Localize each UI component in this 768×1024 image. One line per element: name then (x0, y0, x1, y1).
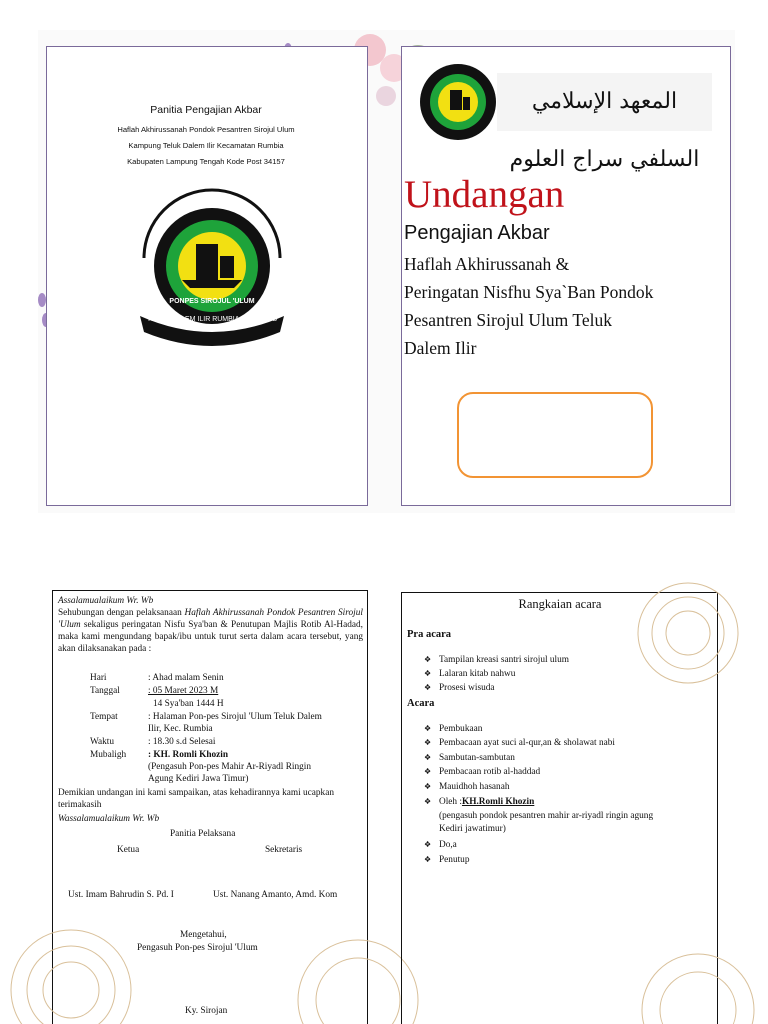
arabic-school-name: المعهد الإسلامي السلفي سراج العلوم (497, 73, 712, 131)
item-text: Lalaran kitab nahwu (439, 669, 516, 679)
detail-label: Mubaligh (90, 750, 127, 760)
closing-text: Demikian undangan ini kami sampaikan, atas kehadirannya kami ucapkan terimakasih (58, 788, 334, 810)
pesantren-logo (134, 188, 290, 348)
pre-event-label: Pra acara (407, 629, 452, 640)
main-event-item (424, 766, 540, 778)
diamond-bullet-icon: ❖ (424, 669, 432, 678)
main-event-item (424, 752, 515, 764)
item-text: Prosesi wisuda (439, 683, 495, 693)
item-text: Pembukaan (439, 724, 483, 734)
diamond-bullet-icon: ❖ (424, 767, 432, 776)
detail-value: : KH. Romli Khozin (148, 750, 229, 760)
committee-title: Panitia Pengajian Akbar (150, 104, 262, 116)
intro-paragraph (58, 607, 363, 655)
main-event-item (424, 839, 457, 851)
letter-body (58, 595, 363, 655)
detail-label: Hari (90, 673, 107, 683)
event-name (404, 250, 722, 358)
item-text: Tampilan kreasi santri sirojul ulum (439, 655, 569, 665)
diamond-bullet-icon: ❖ (424, 797, 432, 806)
pre-event-item (424, 654, 569, 666)
item-text: Pembacaan ayat suci al-qur,an & sholawat nabi (439, 738, 615, 748)
diamond-bullet-icon: ❖ (424, 683, 432, 692)
event-line: Peringatan Nisfhu Sya`Ban Pondok (404, 282, 654, 302)
invitation-title: Undangan (404, 173, 565, 216)
main-event-item (424, 723, 482, 735)
acknowledged-by: Pengasuh Pon-pes Sirojul 'Ulum (137, 943, 258, 953)
diamond-bullet-icon: ❖ (424, 738, 432, 747)
secretary-name: Ust. Nanang Amanto, Amd. Kom (213, 890, 338, 900)
item-text: Penutup (439, 855, 470, 865)
greeting: Assalamualaikum Wr. Wb (58, 596, 154, 606)
detail-label: Tempat (90, 712, 118, 722)
logo-emblem-small (418, 62, 498, 142)
logo-ribbon-text: TELUK DALEM ILIR RUMBIA LAM-TENG (146, 316, 278, 323)
event-line: Haflah Akhirussanah & (404, 254, 570, 274)
sign-off: Wassalamualaikum Wr. Wb (58, 814, 160, 824)
mandala-ornament-program-bottom (598, 920, 718, 1024)
committee-line: Kampung Teluk Dalem Ilir Kecamatan Rumbia (128, 141, 284, 150)
detail-value: 14 Sya'ban 1444 H (153, 699, 224, 709)
detail-value: : Halaman Pon-pes Sirojul 'Ulum Teluk Dalem (148, 712, 322, 722)
pre-event-item (424, 682, 495, 694)
committee-line: Kabupaten Lampung Tengah Kode Post 34157 (127, 157, 285, 166)
event-line: Dalem Ilir (404, 338, 477, 358)
intro-event: Haflah Akhirussanah Pondok Pesantren Sirojul 'Ulum (58, 608, 363, 631)
item-text: Mauidhoh hasanah (439, 782, 510, 792)
invitation-subtitle: Pengajian Akbar (404, 222, 550, 244)
role-chair: Ketua (117, 845, 140, 855)
mandala-ornament-letter-right (248, 880, 368, 1024)
main-event-label: Acara (407, 698, 435, 709)
committee-header (86, 104, 326, 170)
item-text: Do,a (439, 840, 457, 850)
main-event-item (424, 854, 469, 866)
diamond-bullet-icon: ❖ (424, 840, 432, 849)
main-event-item (424, 737, 615, 749)
intro-text: Sehubungan dengan pelaksanaan (58, 608, 185, 619)
diamond-bullet-icon: ❖ (424, 724, 432, 733)
diamond-bullet-icon: ❖ (424, 753, 432, 762)
logo-emblem (134, 188, 290, 348)
pesantren-logo-small (418, 62, 498, 142)
intro-text-end: sekaligus peringatan Nisfu Sya'ban & Penutupan Majlis Rotib Al-Hadad, maka kami mengundang bapak/ibu untuk turut serta dalam acara tersebut, yang akan dilaksanakan pada : (58, 620, 363, 655)
speaker-note: Kediri jawatimur) (439, 824, 506, 834)
leader-name: Ky. Sirojan (185, 1006, 228, 1016)
speaker-name: KH.Romli Khozin (461, 797, 535, 807)
detail-label: Tanggal (90, 686, 120, 696)
pre-event-item (424, 668, 515, 680)
detail-value: (Pengasuh Pon-pes Mahir Ar-Riyadl Ringin (148, 762, 312, 772)
speaker-prefix: Oleh : (439, 797, 462, 807)
chair-name: Ust. Imam Bahrudin S. Pd. I (68, 890, 174, 900)
speaker-note: (pengasuh pondok pesantren mahir ar-riyadl ringin agung (439, 811, 654, 821)
detail-value: : 05 Maret 2023 M (148, 686, 219, 696)
item-text: Sambutan-sambutan (439, 753, 515, 763)
speaker-item (424, 796, 534, 808)
diamond-bullet-icon: ❖ (424, 782, 432, 791)
acknowledged-label: Mengetahui, (180, 930, 227, 940)
main-event-item (424, 781, 510, 793)
committee-line: Haflah Akhirussanah Pondok Pesantren Sirojul Ulum (117, 125, 295, 134)
detail-value: : 18.30 s.d Selesai (148, 737, 216, 747)
role-secretary: Sekretaris (265, 845, 303, 855)
logo-ring-text: PONPES SIROJUL 'ULUM (169, 298, 255, 305)
diamond-bullet-icon: ❖ (424, 655, 432, 664)
diamond-bullet-icon: ❖ (424, 855, 432, 864)
detail-value: : Ahad malam Senin (148, 673, 224, 683)
recipient-name-box[interactable] (457, 392, 653, 478)
event-line: Pesantren Sirojul Ulum Teluk (404, 310, 612, 330)
detail-value: Agung Kediri Jawa Timur) (148, 774, 249, 784)
program-title: Rangkaian acara (518, 597, 602, 611)
item-text: Pembacaan rotib al-haddad (439, 767, 541, 777)
detail-label: Waktu (90, 737, 115, 747)
detail-value: Ilir, Kec. Rumbia (148, 724, 213, 734)
committee-label: Panitia Pelaksana (170, 829, 236, 839)
